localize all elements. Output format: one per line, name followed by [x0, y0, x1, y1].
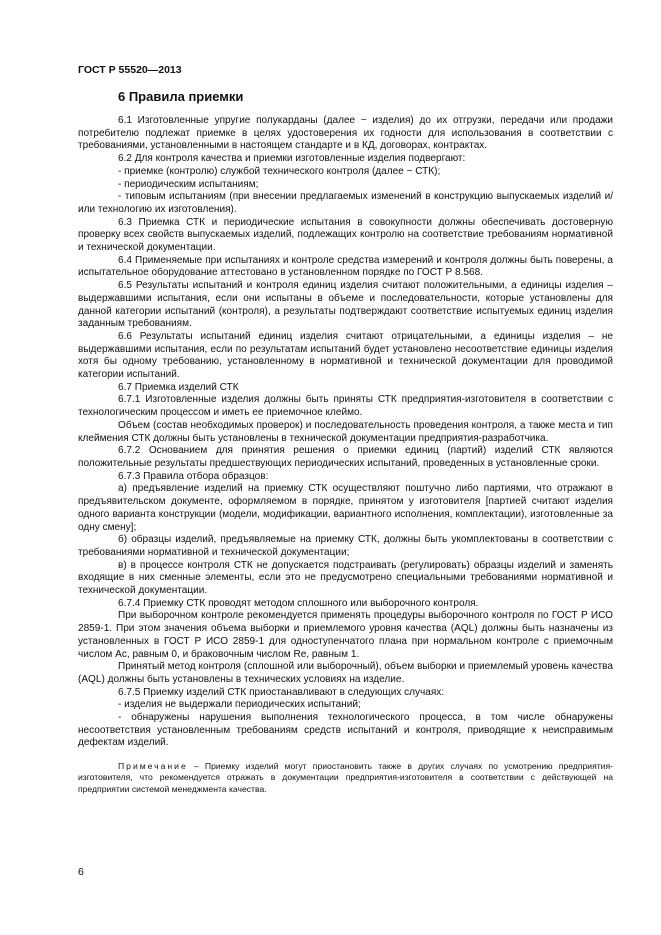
list-item: - типовым испытаниям (при внесении предлагаемых изменений в конструкцию выпускаемых изделий и/или технологию их изготовления). [78, 191, 613, 215]
note [78, 761, 613, 795]
note-text: – Приемку изделий могут приостановить также в других случаях по усмотрению предприятия-изготовителя, что рекомендуется отражать в документации предприятия-изготовителя в соответствии с действующей на предприятии системой менеджмента качества. [78, 761, 613, 794]
list-item: - приемке (контролю) службой технического контроля (далее − СТК); [118, 165, 441, 177]
page-number: 6 [78, 866, 84, 878]
paragraph: 6.4 Применяемые при испытаниях и контроле средства измерений и контроля должны быть поверены, а испытательное оборудование аттестовано в установленном порядке по ГОСТ Р 8.568. [78, 254, 613, 279]
paragraph: 6.7.3 Правила отбора образцов: [118, 470, 269, 482]
paragraph: 6.5 Результаты испытаний и контроля единиц изделия считают положительными, а единицы изделия – выдержавшими испытания, если они испытаны в объеме и последовательности, которые установлены для данной категории испытаний (контроля), а результаты подтверждают соответствие испытуемых единиц изделия заданным требованиям. [78, 280, 613, 330]
paragraph: 6.7.4 Приемку СТК проводят методом сплошного или выборочного контроля. [118, 597, 479, 609]
paragraph: 6.7.5 Приемку изделий СТК приостанавливают в следующих случаях: [118, 686, 445, 698]
list-item: а) предъявление изделий на приемку СТК осуществляют поштучно либо партиями, что отражают в предъявительском документе, оформляемом в порядке, принятом у изготовителя [партией считают изделия одного варианта конструкции (модели, модификации, вариантного исполнения, комплектации), изготовленные за одну смену]; [78, 483, 613, 533]
list-item: - периодическим испытаниям; [118, 178, 259, 190]
paragraph: 6.7.1 Изготовленные изделия должны быть приняты СТК предприятия-изготовителя в соответствии с технологическим процессом и иметь ее приемочное клеймо. [78, 394, 613, 419]
section-body [78, 115, 613, 795]
paragraph: 6.7.2 Основанием для принятия решения о приемки единиц (партий) изделий СТК являются положительные результаты предшествующих периодических испытаний, проведенных в установленные сроки. [78, 445, 613, 469]
paragraph: 6.6 Результаты испытаний единиц изделия считают отрицательными, а единицы изделия – не выдержавшими испытания, если по результатам испытаний будет установлено несоответствие единицы изделия хотя бы одному требованию, установленному в нормативной и технической документации для проводимой категории испытаний. [78, 330, 613, 381]
subsection-heading: 6.7 Приемка изделий СТК [118, 381, 239, 393]
paragraph: Объем (состав необходимых проверок) и последовательность проведения контроля, а также места и тип клеймения СТК должны быть установлены в технической документации предприятия-разработчика. [78, 419, 613, 444]
paragraph: Принятый метод контроля (сплошной или выборочный), объем выборки и приемлемый уровень качества (AQL) должны быть установлены в технических условиях на изделие. [78, 661, 613, 685]
list-item: - обнаружены нарушения выполнения технологического процесса, в том числе обнаружены несоответствия установленным требованиям средств испытаний и контроля, приводящие к неисправимым дефектам изделий. [78, 712, 613, 749]
list-item: б) образцы изделий, предъявляемые на приемку СТК, должны быть укомплектованы в соответствии с требованиями нормативной и технической документации; [78, 534, 613, 558]
section-title: 6 Правила приемки [118, 89, 244, 104]
paragraph: При выборочном контроле рекомендуется применять процедуры выборочного контроля по ГОСТ Р ИСО 2859-1. При этом значения объема выборки и приемлемого уровня качества (AQL) должны быть назначены из установленных в ГОСТ Р ИСО 2859-1 для одноступенчатого плана при нормальном контроле с приемочным числом Ac, равным 0, и браковочным числом Re, равным 1. [78, 610, 613, 660]
list-item: в) в процессе контроля СТК не допускается подстраивать (регулировать) образцы изделий и заменять входящие в них сменные элементы, если это не предусмотрено специальными требованиями нормативной и технической документации. [78, 559, 613, 597]
paragraph: 6.2 Для контроля качества и приемки изготовленные изделия подвергают: [118, 153, 466, 165]
list-item: - изделия не выдержали периодических испытаний; [118, 699, 361, 711]
note-label: Примечание [118, 761, 188, 772]
paragraph: 6.1 Изготовленные упругие полукарданы (далее − изделия) до их отгрузки, передачи или продажи потребителю подлежат приемке в целях удостоверения их годности для использования в соответствии с требованиями, установленными в настоящем стандарте и в КД, договорах, контрактах. [78, 115, 613, 152]
document-header: ГОСТ Р 55520—2013 [78, 64, 182, 76]
paragraph: 6.3 Приемка СТК и периодические испытания в совокупности должны обеспечивать достоверную проверку всех свойств выпускаемых изделий, подлежащих контролю на соответствие требованиям нормативной и технической документации. [78, 216, 613, 254]
